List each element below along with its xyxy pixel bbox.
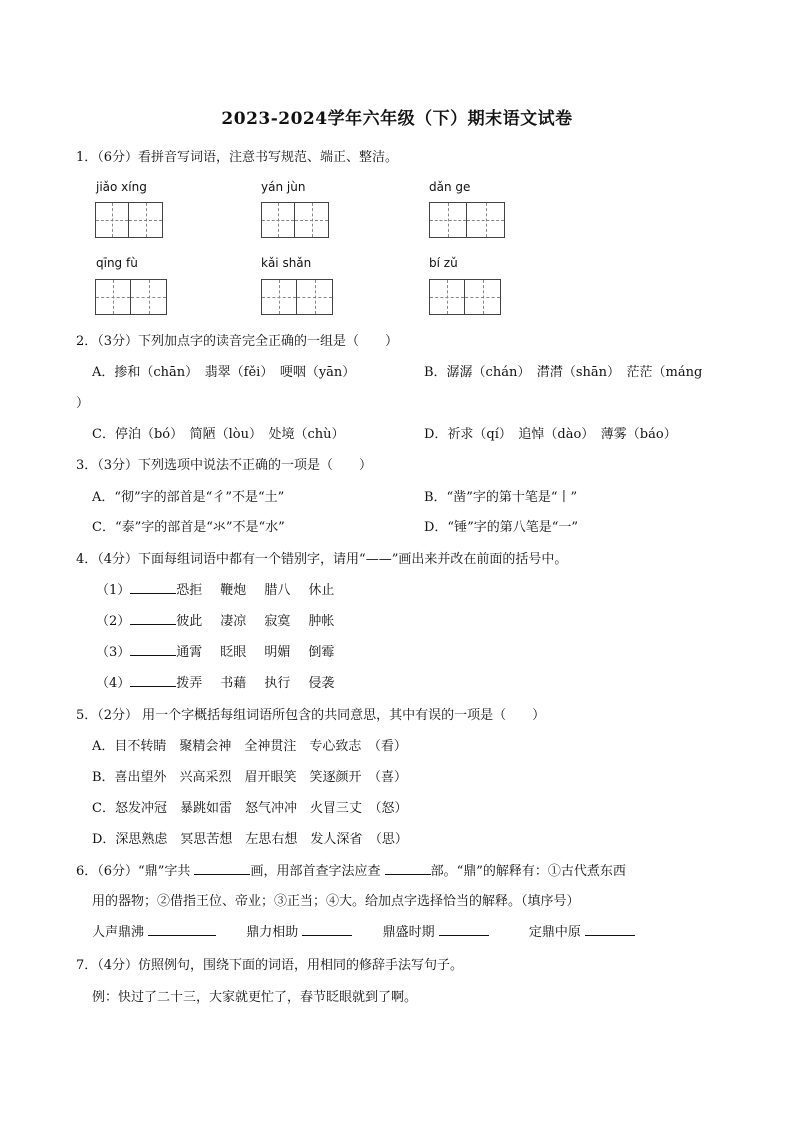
q2-option-b[interactable]: B．潺潺（chán） 潸潸（shān） 茫茫（máng: [424, 365, 703, 380]
q6-item: 人声鼎沸: [92, 925, 145, 940]
q4-row-2: [96, 610, 334, 629]
q1-answer-grid-6[interactable]: [429, 279, 501, 315]
q1-answer-grid-3[interactable]: [429, 202, 505, 238]
q4-word: 肿帐: [308, 614, 335, 629]
q5-option-d[interactable]: D．深思熟虑 冥思苦想 左思右想 发人深省 （思）: [92, 832, 408, 847]
q6-text-part-2: 画，用部首查字法应查: [250, 864, 381, 879]
q4-word: 鞭炮: [220, 583, 247, 598]
q4-answer-blank[interactable]: [130, 612, 176, 625]
q5-option-a[interactable]: A．目不转睛 聚精会神 全神贯注 专心致志 （看）: [92, 739, 407, 754]
q5-stem: 5．（2分） 用一个字概括每组词语所包含的共同意思，其中有误的一项是（ ）: [76, 708, 546, 723]
q1-pinyin-4: qīng fù: [96, 256, 138, 270]
q6-item: 定鼎中原: [528, 925, 581, 940]
q4-row-1: [96, 579, 334, 598]
q6-item: 鼎盛时期: [382, 925, 435, 940]
q2-option-b-continued: ）: [76, 396, 90, 411]
q7-example: 例：快过了二十三，大家就更忙了，春节眨眼就到了啊。: [92, 990, 418, 1005]
q1-answer-grid-1[interactable]: [95, 202, 163, 238]
q6-item: 鼎力相助: [246, 925, 299, 940]
q4-answer-blank[interactable]: [130, 581, 176, 594]
q4-word: 书藉: [220, 676, 247, 691]
q2-option-a[interactable]: A．掺和（chān） 翡翠（fěi） 哽咽（yān）: [92, 365, 356, 380]
q1-answer-grid-4[interactable]: [95, 279, 167, 315]
q4-word: 寂寞: [264, 614, 291, 629]
q3-option-b[interactable]: B．“凿”字的第十笔是“丨”: [424, 490, 578, 505]
q1-pinyin-1: jiǎo xíng: [96, 180, 147, 194]
q4-stem: 4．（4分）下面每组词语中都有一个错别字，请用“——”画出来并改在前面的括号中。: [76, 552, 568, 567]
q6-line-1: [76, 860, 626, 879]
q4-word: 恐拒: [176, 583, 203, 598]
q1-pinyin-6: bí zǔ: [429, 256, 458, 270]
q7-stem: 7．（4分）仿照例句，围绕下面的词语，用相同的修辞手法写句子。: [76, 958, 464, 973]
q1-answer-grid-2[interactable]: [261, 202, 329, 238]
q2-option-d[interactable]: D．祈求（qí） 追悼（dào） 薄雾（báo）: [424, 427, 677, 442]
q6-answer-blank[interactable]: [302, 923, 352, 936]
q4-row-number: （3）: [96, 645, 131, 660]
q4-row-number: （4）: [96, 676, 131, 691]
q4-word: 明媚: [264, 645, 291, 660]
q4-answer-blank[interactable]: [130, 643, 176, 656]
q2-option-c[interactable]: C．停泊（bó） 简陋（lòu） 处境（chù）: [92, 427, 345, 442]
q4-row-number: （2）: [96, 614, 131, 629]
q4-word: 眨眼: [220, 645, 247, 660]
q4-answer-blank[interactable]: [130, 674, 176, 687]
q4-word: 倒霉: [308, 645, 335, 660]
q5-option-c[interactable]: C．怒发冲冠 暴跳如雷 怒气冲冲 火冒三丈 （怒）: [92, 801, 408, 816]
q1-stem: 1．（6分）看拼音写词语，注意书写规范、端正、整洁。: [76, 150, 399, 165]
q1-pinyin-3: dǎn ge: [429, 180, 471, 194]
q4-word: 拨弄: [176, 676, 203, 691]
q4-word: 侵袭: [308, 676, 335, 691]
exam-title: 2023-2024学年六年级（下）期末语文试卷: [221, 109, 573, 129]
q6-text-part-3: 部。“鼎”的解释有：①古代煮东西: [430, 864, 626, 879]
q3-stem: 3．（3分）下列选项中说法不正确的一项是（ ）: [76, 458, 373, 473]
q3-option-c[interactable]: C．“泰”字的部首是“氺”不是“水”: [92, 520, 285, 535]
q3-option-d[interactable]: D．“锤”字的第八笔是“一”: [424, 520, 579, 535]
q6-text-part-1: 6．（6分）“鼎”字共: [76, 864, 191, 879]
q4-word: 凄凉: [220, 614, 247, 629]
q1-pinyin-2: yán jùn: [261, 180, 306, 194]
q6-items: [92, 921, 635, 940]
q4-word: 腊八: [264, 583, 291, 598]
q1-answer-grid-5[interactable]: [261, 279, 333, 315]
q6-answer-blank[interactable]: [439, 923, 489, 936]
q6-answer-blank[interactable]: [148, 923, 216, 936]
q6-line-2: 用的器物；②借指王位、帝业；③正当；④大。给加点字选择恰当的解释。（填序号）: [92, 894, 580, 909]
q4-word: 执行: [264, 676, 291, 691]
q4-row-4: [96, 672, 334, 691]
q4-row-3: [96, 641, 334, 660]
q6-answer-blank[interactable]: [585, 923, 635, 936]
q6-stroke-count-blank[interactable]: [194, 862, 250, 875]
q4-word: 休止: [308, 583, 335, 598]
q4-row-number: （1）: [96, 583, 131, 598]
q3-option-a[interactable]: A．“彻”字的部首是“彳”不是“土”: [92, 490, 285, 505]
q1-pinyin-5: kǎi shǎn: [261, 256, 312, 270]
q5-option-b[interactable]: B．喜出望外 兴高采烈 眉开眼笑 笑逐颜开 （喜）: [92, 770, 408, 785]
q6-radical-blank[interactable]: [385, 862, 431, 875]
q4-word: 彼此: [176, 614, 203, 629]
q2-stem: 2．（3分）下列加点字的读音完全正确的一组是（ ）: [76, 334, 399, 349]
q4-word: 通霄: [176, 645, 203, 660]
